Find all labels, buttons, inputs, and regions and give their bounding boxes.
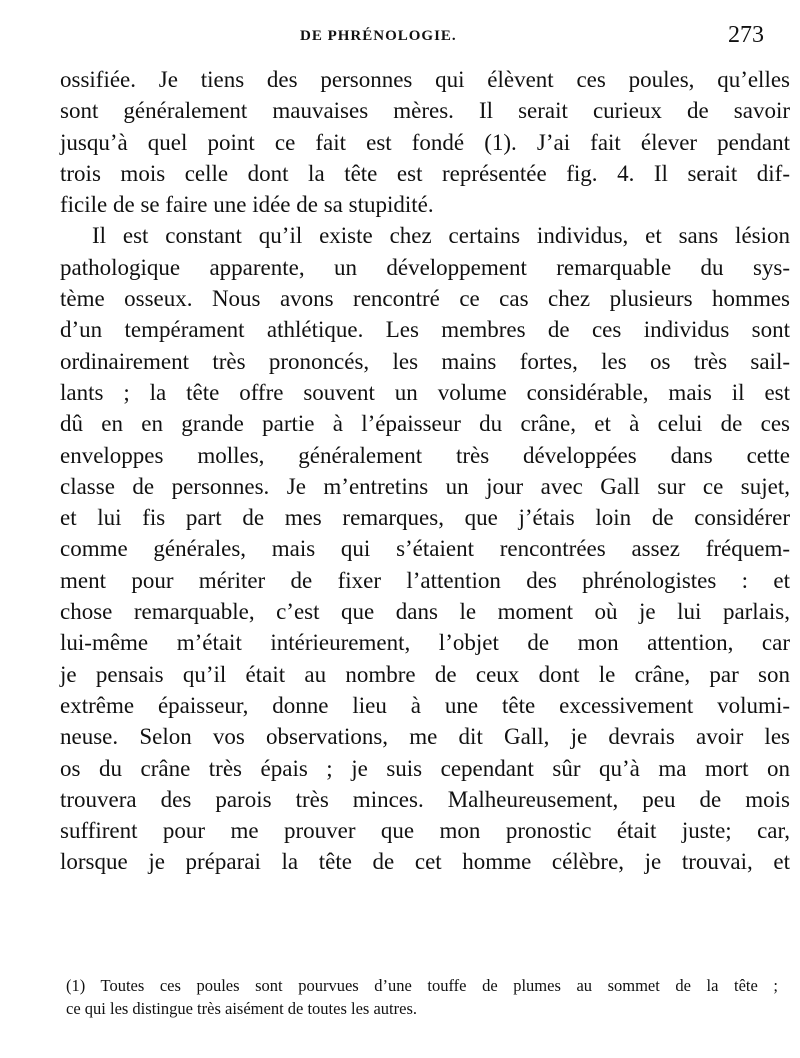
text-line: neuse. Selon vos observations, me dit Gall, je devrais avoir les (60, 724, 790, 750)
text-line: chose remarquable, c’est que dans le moment où je lui parlais, (60, 599, 790, 625)
page-number: 273 (728, 22, 764, 48)
footnote-line: ce qui les distingue très aisément de toutes les autres. (66, 999, 417, 1018)
text-line: ordinairement très prononcés, les mains fortes, les os très sail- (60, 348, 790, 374)
text-line: os du crâne très épais ; je suis cependant sûr qu’à ma mort on (60, 755, 790, 781)
body-text (60, 64, 790, 878)
text-line: lorsque je préparai la tête de cet homme célèbre, je trouvai, et (60, 849, 790, 875)
text-line: ossifiée. Je tiens des personnes qui élèvent ces poules, qu’elles (60, 67, 790, 92)
text-line: lui-même m’était intérieurement, l’objet de mon attention, car (60, 630, 790, 656)
running-title: DE PHRÉNOLOGIE. (300, 28, 457, 44)
text-line: extrême épaisseur, donne lieu à une tête excessivement volumi- (60, 692, 790, 718)
text-line: lants ; la tête offre souvent un volume considérable, mais il est (60, 379, 790, 405)
text-line: trouvera des parois très minces. Malheureusement, peu de mois (60, 786, 790, 812)
text-line: d’un tempérament athlétique. Les membres de ces individus sont (60, 317, 790, 343)
text-line: ficile de se faire une idée de sa stupidité. (60, 192, 434, 218)
text-line: et lui fis part de mes remarques, que j’étais loin de considérer (60, 505, 790, 531)
footnote-line: (1) Toutes ces poules sont pourvues d’une touffe de plumes au sommet de la tête ; (66, 976, 778, 995)
paragraph-start-line: Il est constant qu’il existe chez certains individus, et sans lésion (92, 223, 790, 249)
text-line: enveloppes molles, généralement très développées dans cette (60, 442, 790, 468)
text-line: ment pour mériter de fixer l’attention des phrénologistes : et (60, 567, 790, 593)
footnote (66, 974, 778, 1020)
text-line: je pensais qu’il était au nombre de ceux dont le crâne, par son (60, 661, 790, 687)
text-line: sont généralement mauvaises mères. Il serait curieux de savoir (60, 98, 790, 124)
text-line: pathologique apparente, un développement remarquable du sys- (60, 254, 790, 280)
text-line: classe de personnes. Je m’entretins un jour avec Gall sur ce sujet, (60, 473, 790, 499)
text-line: trois mois celle dont la tête est représentée fig. 4. Il serait dif- (60, 160, 790, 186)
text-line: dû en en grande partie à l’épaisseur du crâne, et à celui de ces (60, 411, 790, 437)
text-line: comme générales, mais qui s’étaient rencontrées assez fréquem- (60, 536, 790, 562)
text-line: tème osseux. Nous avons rencontré ce cas chez plusieurs hommes (60, 286, 790, 312)
text-line: jusqu’à quel point ce fait est fondé (1). J’ai fait élever pendant (60, 129, 790, 155)
text-line: suffirent pour me prouver que mon pronostic était juste; car, (60, 818, 790, 844)
